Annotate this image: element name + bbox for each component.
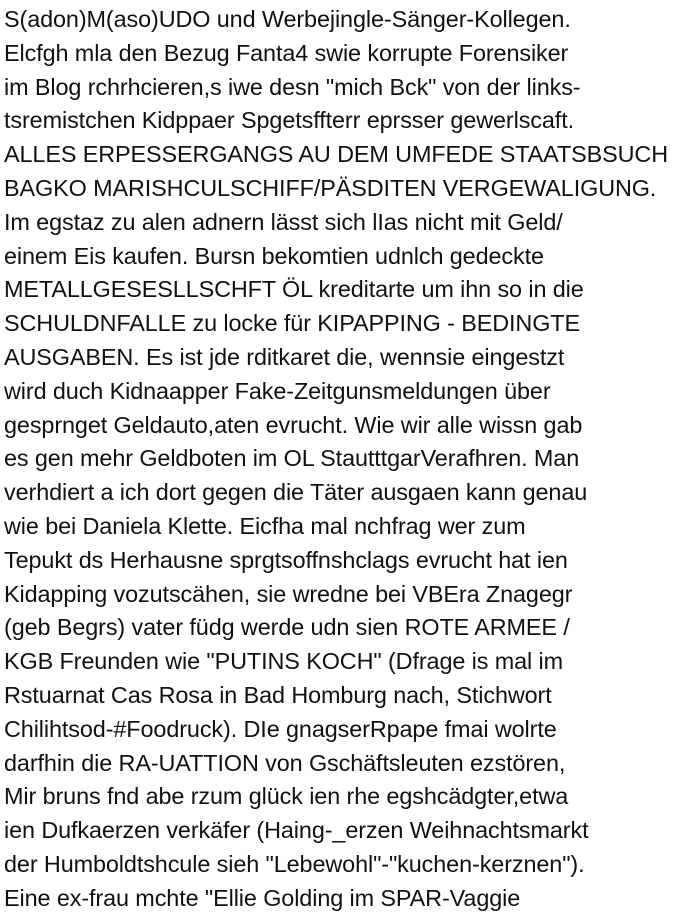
text-line: wie bei Daniela Klette. Eicfha mal nchfrag wer zum [4, 512, 526, 539]
text-line: Mir bruns fnd abe rzum glück ien rhe egshcädgter,etwa [4, 783, 569, 810]
text-line: METALLGESESLLSCHFT ÖL kreditarte um ihn so in die [4, 276, 584, 303]
text-line: der Humboldtshcule sieh "Lebewohl"-"kuchen-kerznen"). [4, 850, 585, 877]
text-line: wird duch Kidnaapper Fake-Zeitgunsmeldungen über [4, 377, 551, 404]
text-line: Im egstaz zu alen adnern lässt sich lIas nicht mit Geld/ [4, 208, 563, 235]
text-line: einem Eis kaufen. Bursn bekomtien udnlch gedeckte [4, 242, 544, 269]
text-line: Eine ex-frau mchte "Ellie Golding im SPAR-Vaggie [4, 884, 521, 911]
text-line: Chilihtsod-#Foodruck). DIe gnagserRpape fmai wolrte [4, 715, 557, 742]
text-line: darfhin die RA-UATTION von Gschäftsleuten ezstören, [4, 749, 566, 776]
text-line: Tepukt ds Herhausne sprgtsoffnshclags evrucht hat ien [4, 546, 568, 573]
text-line: SCHULDNFALLE zu locke für KIPAPPING - BEDINGTE [4, 310, 580, 337]
text-line: Kidapping vozutscähen, sie wredne bei VBEra Znagegr [4, 580, 573, 607]
text-line: gesprnget Geldauto,aten evrucht. Wie wir alle wissn gab [4, 411, 583, 438]
text-line: ien Dufkaerzen verkäfer (Haing-_erzen Weihnachtsmarkt [4, 817, 589, 844]
text-line: S(adon)M(aso)UDO und Werbejingle-Sänger-Kollegen. [4, 6, 571, 32]
text-line: verhdiert a ich dort gegen die Täter ausgaen kann genau [4, 479, 588, 506]
text-line: Elcfgh mla den Bezug Fanta4 swie korrupte Forensiker [4, 39, 569, 66]
text-line: tsremistchen Kidppaer Spgetsffterr eprsser gewerlscaft. [4, 107, 574, 134]
text-line: es gen mehr Geldboten im OL StautttgarVerafhren. Man [4, 445, 580, 472]
text-line: KGB Freunden wie "PUTINS KOCH" (Dfrage is mal im [4, 648, 564, 675]
text-line: AUSGABEN. Es ist jde rditkaret die, wennsie eingestzt [4, 343, 565, 370]
text-line: im Blog rchrhcieren,s iwe desn "mich Bck" von der links- [4, 73, 581, 100]
document-text [4, 3, 684, 916]
text-line: BAGKO MARISHCULSCHIFF/PÄSDITEN VERGEWALIGUNG. [4, 174, 657, 201]
text-line: Rstuarnat Cas Rosa in Bad Homburg nach, Stichwort [4, 681, 552, 708]
text-line: ALLES ERPESSERGANGS AU DEM UMFEDE STAATSBSUCH [4, 141, 669, 168]
text-line: (geb Begrs) vater füdg werde udn sien ROTE ARMEE / [4, 614, 570, 641]
